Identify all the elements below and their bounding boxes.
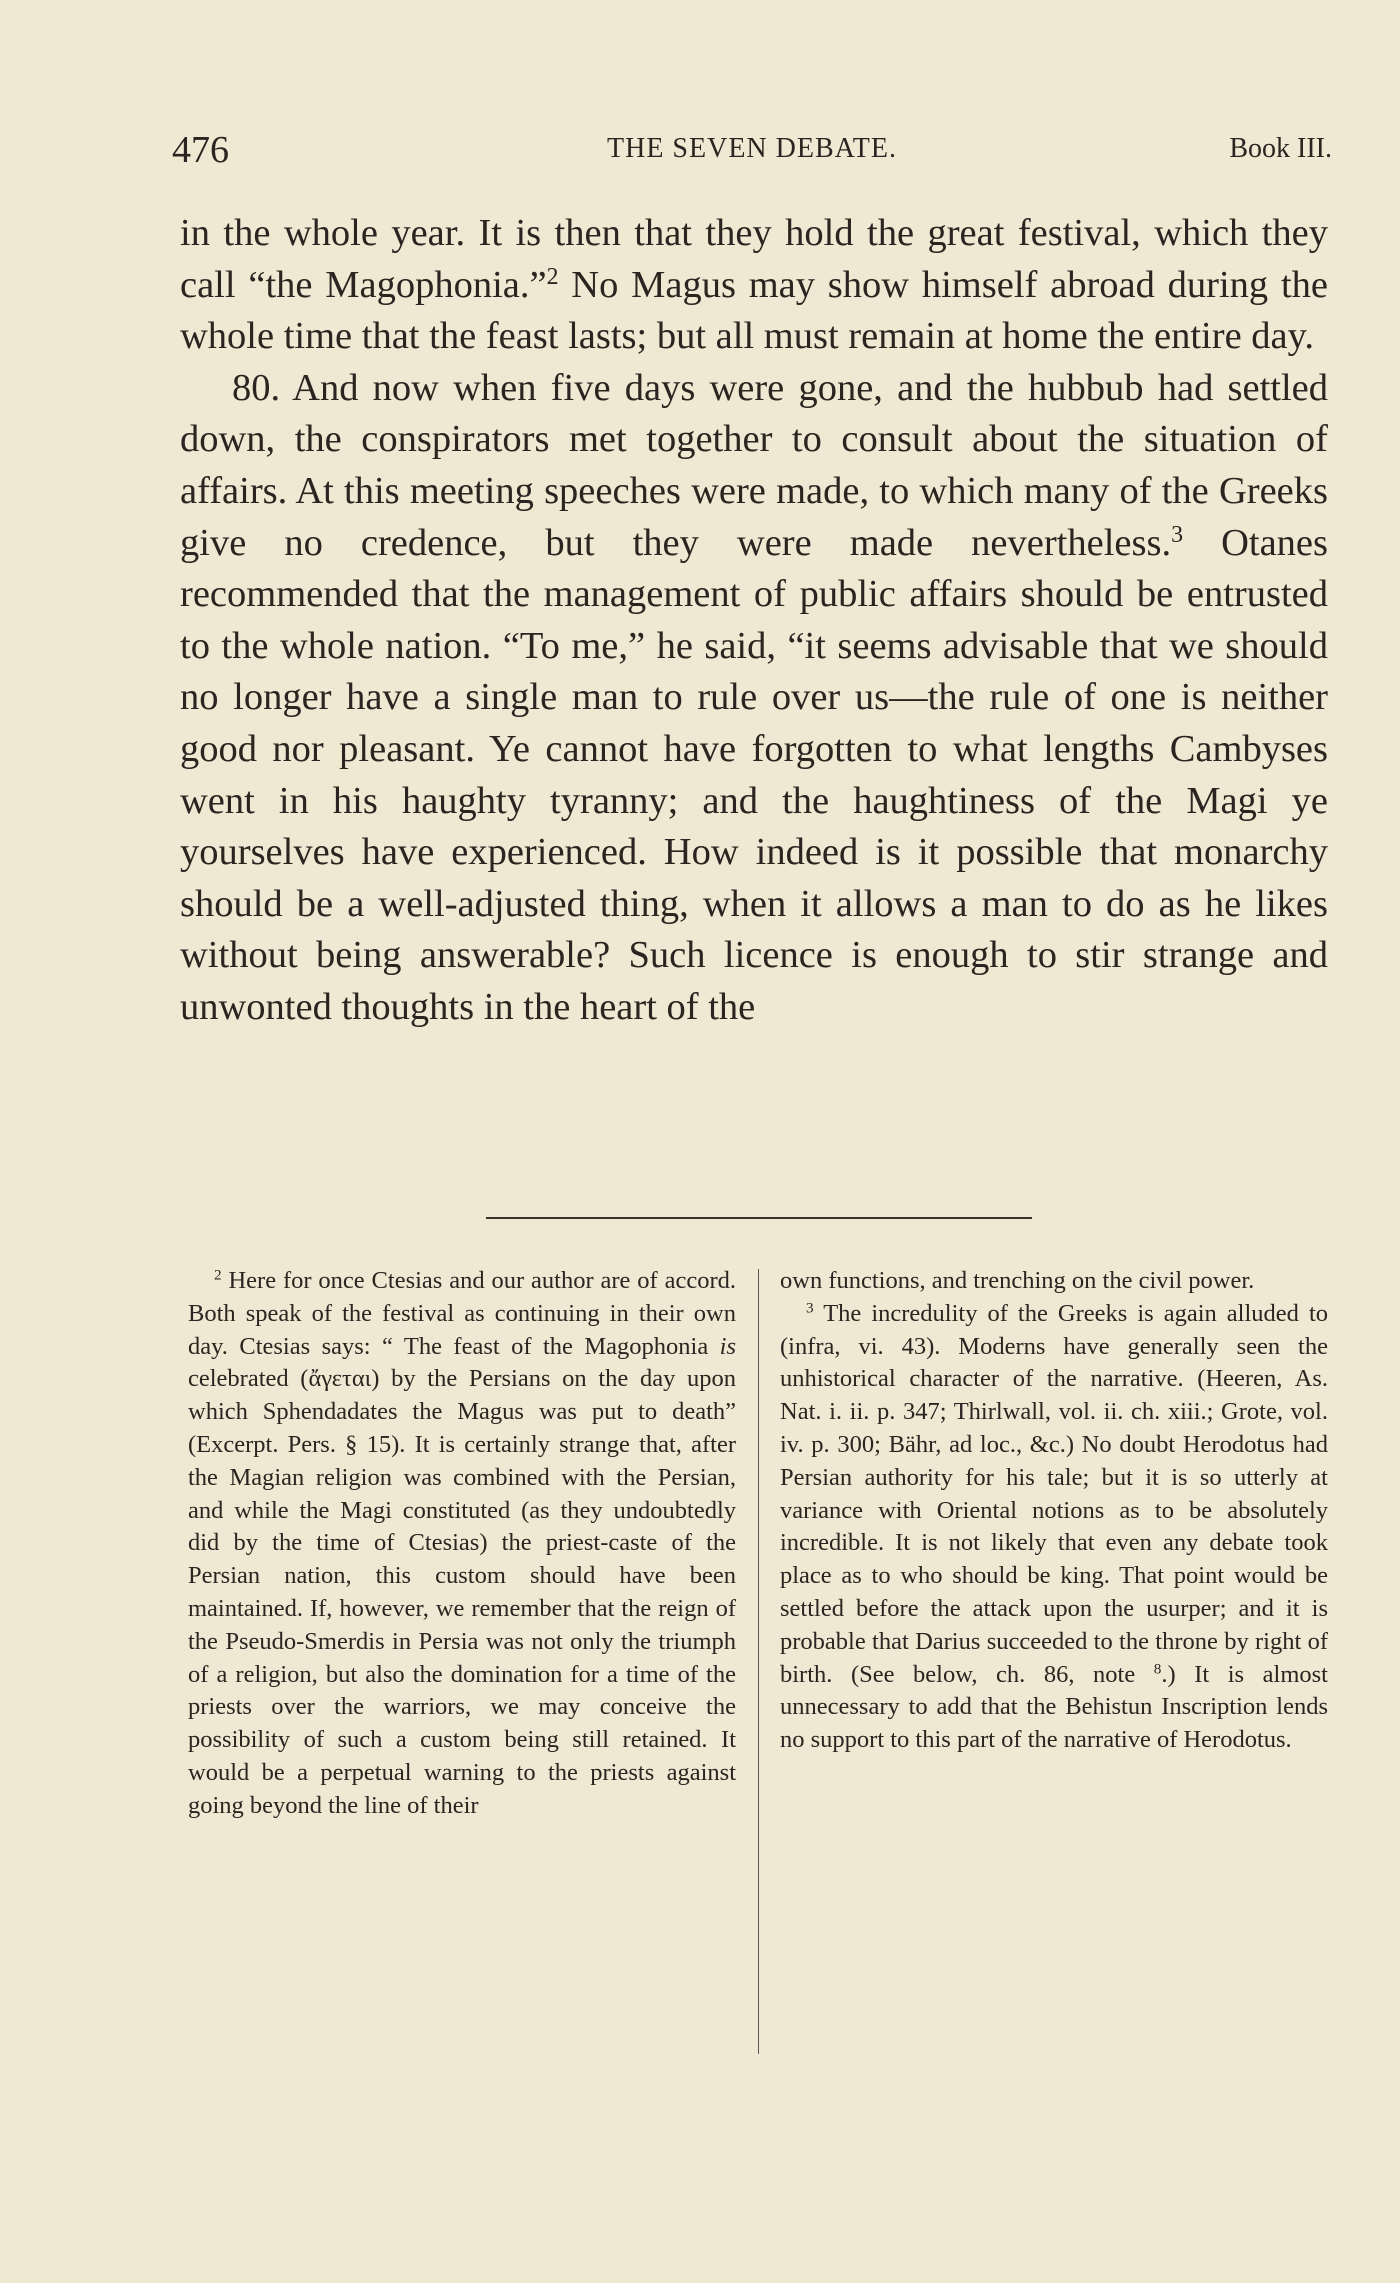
paragraph-text: 80. And now when five days were gone, and the hubbub had settled down, the conspirators met together to consult about the situation of affairs. At this meeting speeches were made, to which many of the Greeks give no credence, but they were made nevertheless. — [180, 366, 1328, 564]
footnote-mark: 3 — [806, 1299, 814, 1317]
paragraph-section-80 — [180, 363, 1328, 1034]
book-reference: Book III. — [1229, 133, 1332, 164]
paragraph-continued — [180, 208, 1328, 363]
page-number: 476 — [172, 129, 229, 171]
footnote-2-continued: own functions, and trenching on the civil power. — [780, 1267, 1255, 1294]
footnote-italic-text: is — [719, 1332, 736, 1360]
footnote-separator-rule — [486, 1217, 1032, 1219]
footnote-column-right — [780, 1265, 1328, 2054]
footnote-2 — [188, 1265, 736, 1823]
footnote-text: Here for once Ctesias and our author are of accord. Both speak of the festival as continuing in their own day. Ctesias says: “ The feast of the Magophonia — [188, 1267, 736, 1360]
footnote-text: The incredulity of the Greeks is again alluded to (infra, vi. 43). Moderns have generally seen the unhistorical character of the narrative. (Heeren, As. Nat. i. ii. p. 347; Thirlwall, vol. ii. ch. xiii.; Grote, vol. iv. p. 300; Bähr, ad loc., &c.) No doubt Herodotus had Persian authority for his tale; but it is so utterly at variance with Oriental notions as to be absolutely incredible. It is not likely that even any debate took place as to who should be king. That point would be settled before the attack upon the usurper; and it is probable that Darius succeeded to the throne by right of birth. (See below, ch. 86, note — [780, 1299, 1328, 1688]
footnote-mark: 2 — [214, 1266, 222, 1284]
footnote-text: celebrated (ἄγεται) by the Persians on the day upon which Sphendadates the Magus was put to death” (Excerpt. Pers. § 15). It is certainly strange that, after the Magian religion was combined with the Persian, and while the Magi constituted (as they undoubtedly did by the time of Ctesias) the priest-caste of the Persian nation, this custom should have been maintained. If, however, we remember that the reign of the Pseudo-Smerdis in Persia was not only the triumph of a religion, but also the domination for a time of the priests over the warriors, we may conceive the possibility of such a custom being still retained. It would be a perpetual warning to the priests against going beyond the line of their — [188, 1365, 736, 1819]
footnotes — [188, 1265, 1328, 2054]
footnote-reference: 2 — [546, 263, 559, 290]
footnote-reference: 3 — [1171, 521, 1184, 548]
footnote-mark: 8 — [1153, 1660, 1162, 1678]
paragraph-text: No Magus may show himself abroad during the whole time that the feast lasts; but all must remain at home the entire day. — [180, 263, 1328, 358]
column-divider — [758, 1269, 759, 2054]
paragraph-text: in the whole year. It is then that they hold the great festival, which they call “the Magophonia.” — [180, 212, 1328, 306]
running-head — [172, 128, 1332, 171]
footnote-column-left — [188, 1265, 736, 2054]
paragraph-text: Otanes recommended that the management of public affairs should be entrusted to the whole nation. “To me,” he said, “it seems advisable that we should no longer have a single man to rule over us—the rule of one is neither good nor pleasant. Ye cannot have forgotten to what lengths Cambyses went in his haughty tyranny; and the haughtiness of the Magi ye yourselves have experienced. How indeed is it possible that monarchy should be a well-adjusted thing, when it allows a man to do as he likes without being answerable? Such licence is enough to stir strange and unwonted thoughts in the heart of the — [180, 521, 1328, 1028]
main-text — [180, 208, 1328, 1034]
footnote-text: .) It is almost unnecessary to add that the Behistun Inscription lends no support to this part of the narrative of Herodotus. — [780, 1660, 1328, 1754]
footnote-3 — [780, 1298, 1328, 1757]
running-title: THE SEVEN DEBATE. — [607, 133, 897, 164]
